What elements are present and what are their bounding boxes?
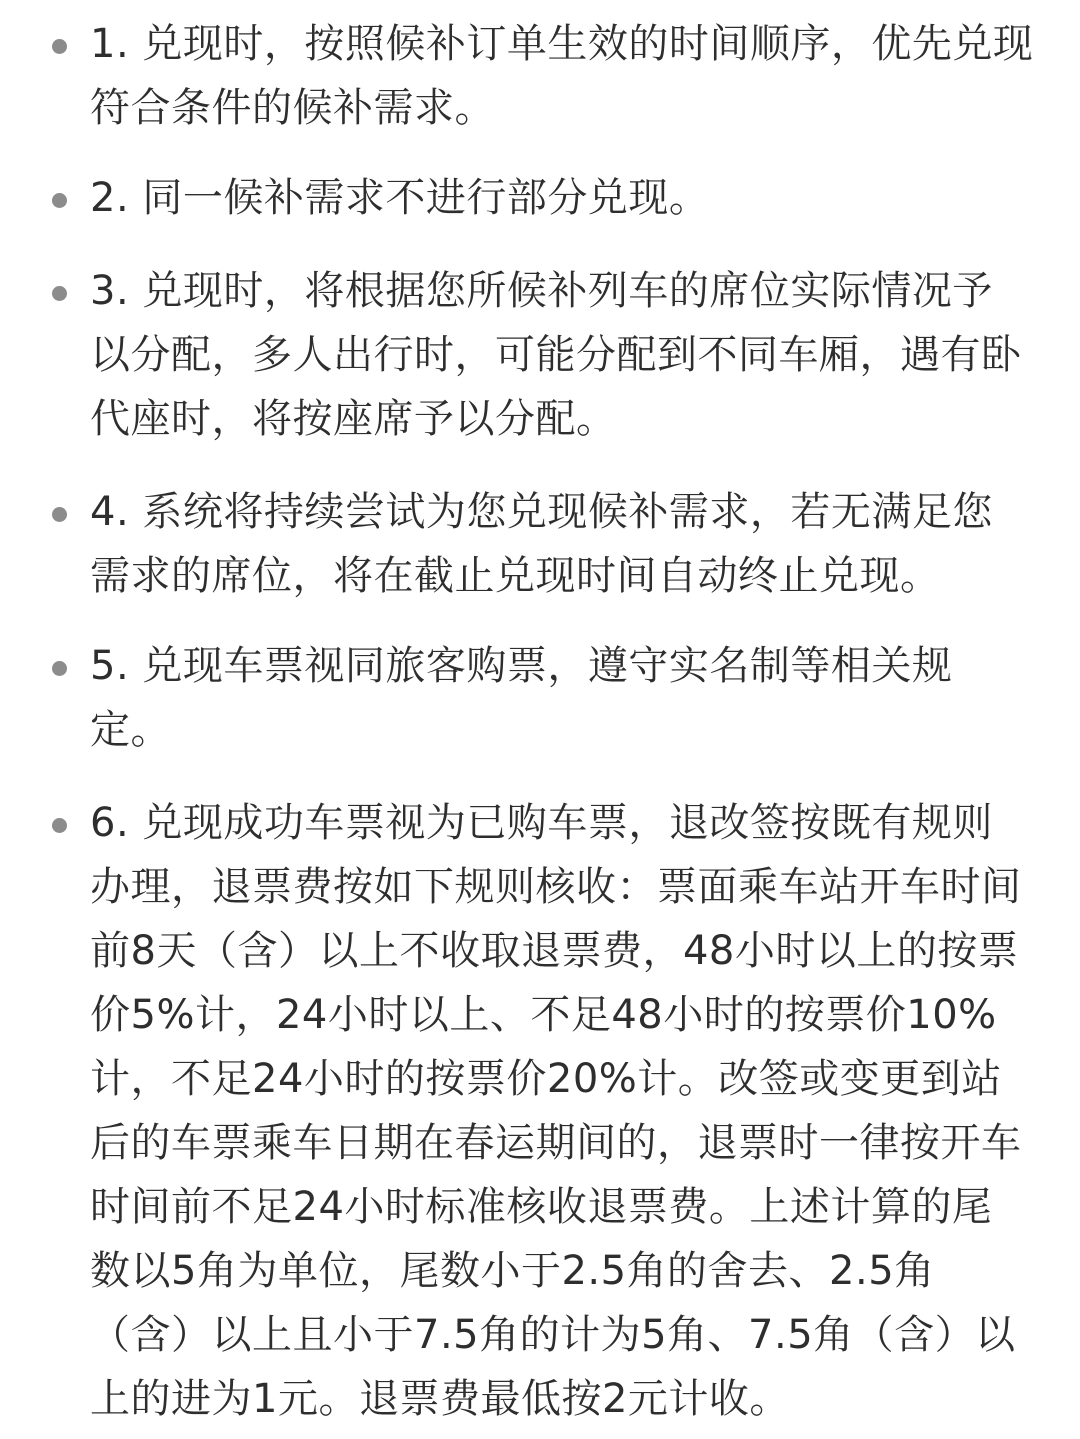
rule-line: 5. 兑现车票视同旅客购票，遵守实名制等相关规 bbox=[90, 643, 953, 689]
rule-text-6 bbox=[90, 791, 1030, 1431]
rule-line: 代座时，将按座席予以分配。 bbox=[90, 396, 617, 442]
bullet-dot-icon bbox=[52, 286, 67, 301]
rule-text-4 bbox=[90, 480, 1030, 608]
rule-line: 时间前不足24小时标准核收退票费。上述计算的尾 bbox=[90, 1184, 993, 1230]
rule-line: 6. 兑现成功车票视为已购车票，退改签按既有规则 bbox=[90, 800, 993, 846]
bullet-dot-icon bbox=[52, 507, 67, 522]
rule-line: 上的进为1元。退票费最低按2元计收。 bbox=[90, 1376, 790, 1422]
rule-text-3 bbox=[90, 259, 1030, 451]
bullet-dot-icon bbox=[52, 39, 67, 54]
rule-line: 以分配，多人出行时，可能分配到不同车厢，遇有卧 bbox=[90, 332, 1022, 378]
rule-line: 符合条件的候补需求。 bbox=[90, 85, 495, 131]
rule-line: 定。 bbox=[90, 707, 171, 753]
rule-text-5 bbox=[90, 634, 1030, 762]
rule-line: 3. 兑现时，将根据您所候补列车的席位实际情况予 bbox=[90, 268, 993, 314]
rule-text-2 bbox=[90, 166, 1030, 230]
rule-line: 2. 同一候补需求不进行部分兑现。 bbox=[90, 175, 710, 221]
rule-line: 后的车票乘车日期在春运期间的，退票时一律按开车 bbox=[90, 1120, 1022, 1166]
rule-line: 需求的席位，将在截止兑现时间自动终止兑现。 bbox=[90, 553, 941, 599]
rule-line: 数以5角为单位，尾数小于2.5角的舍去、2.5角 bbox=[90, 1248, 935, 1294]
rule-line: 4. 系统将持续尝试为您兑现候补需求，若无满足您 bbox=[90, 489, 993, 535]
rule-line: 1. 兑现时，按照候补订单生效的时间顺序，优先兑现 bbox=[90, 21, 1034, 67]
rule-line: 计，不足24小时的按票价20%计。改签或变更到站 bbox=[90, 1056, 1002, 1102]
bullet-dot-icon bbox=[52, 661, 67, 676]
rule-line: 前8天（含）以上不收取退票费，48小时以上的按票 bbox=[90, 928, 1019, 974]
rule-line: 办理，退票费按如下规则核收：票面乘车站开车时间 bbox=[90, 864, 1022, 910]
bullet-dot-icon bbox=[52, 818, 67, 833]
rule-line: 价5%计，24小时以上、不足48小时的按票价10% bbox=[90, 992, 997, 1038]
rule-text-1 bbox=[90, 12, 1034, 140]
bullet-dot-icon bbox=[52, 193, 67, 208]
rule-line: （含）以上且小于7.5角的计为5角、7.5角（含）以 bbox=[90, 1312, 1016, 1358]
